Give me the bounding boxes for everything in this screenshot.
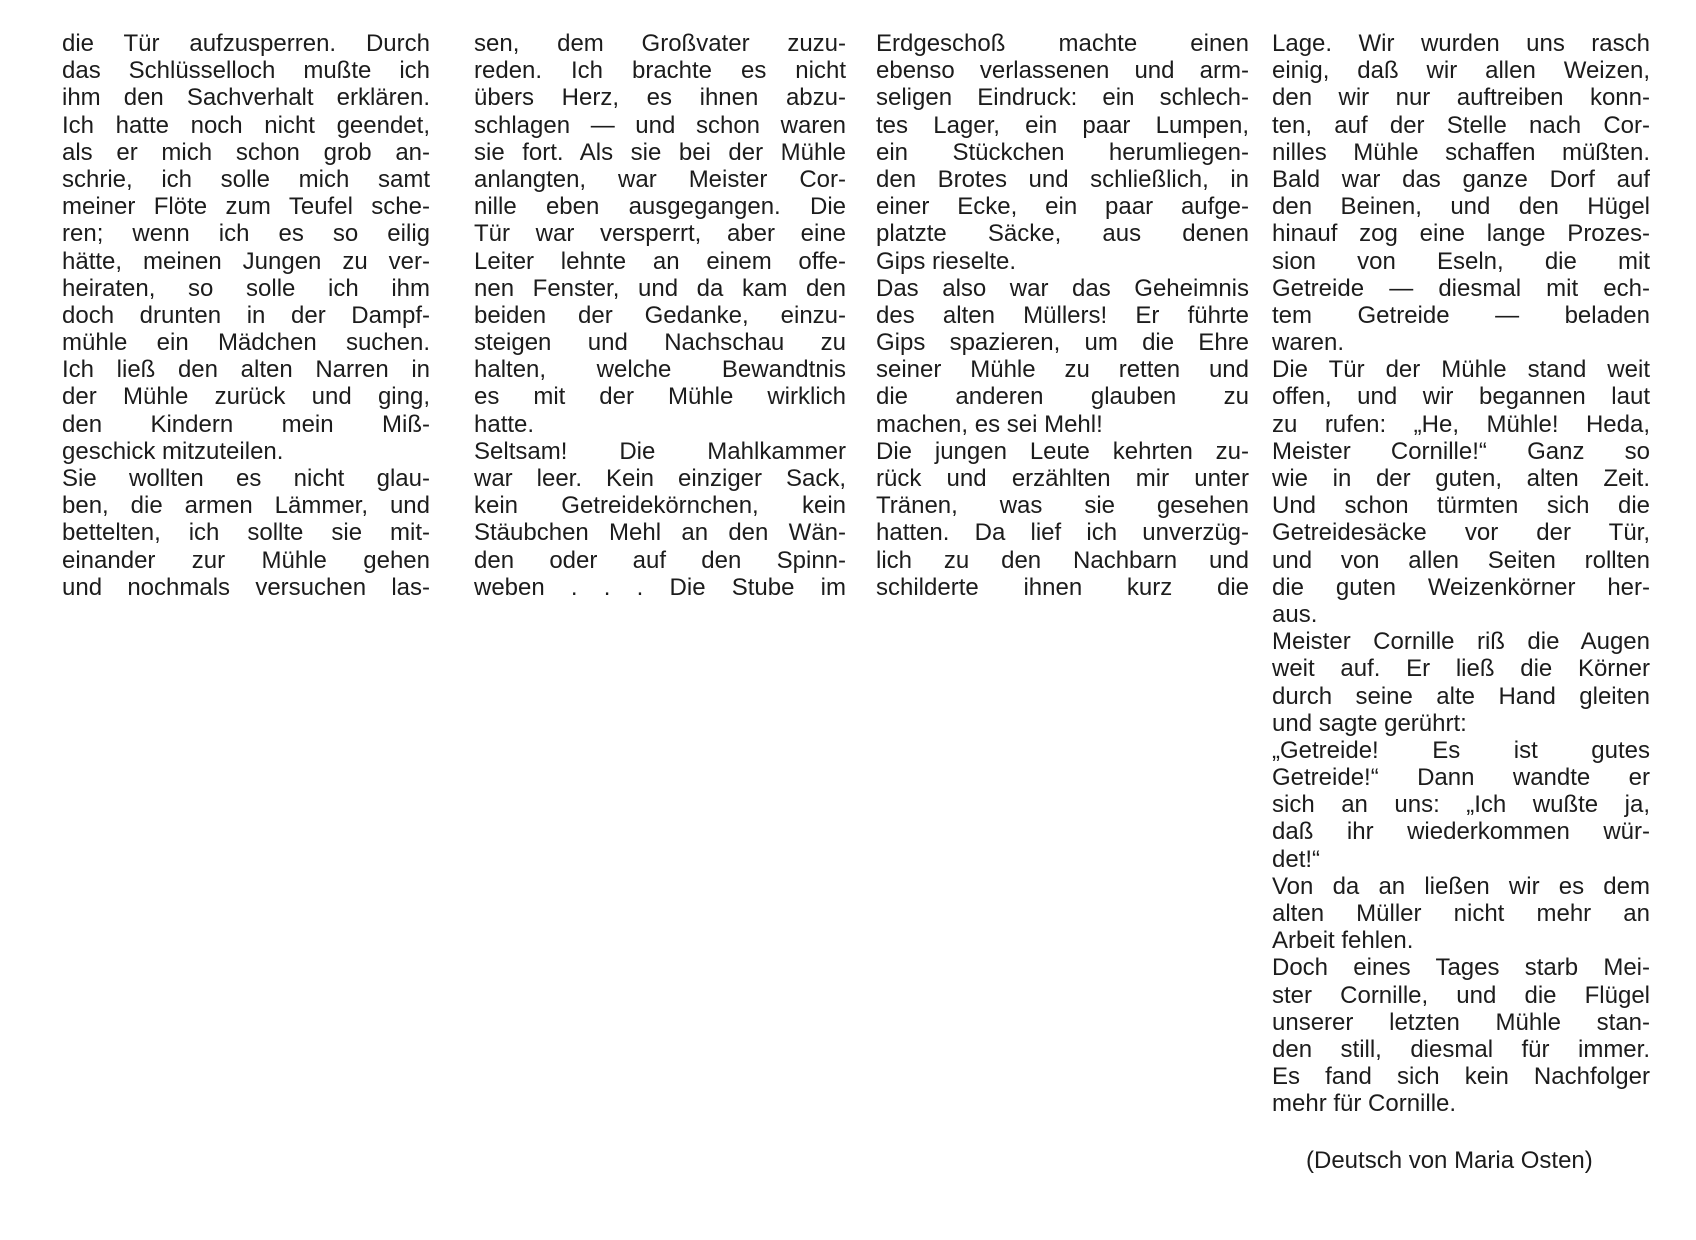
text-line: das Schlüsselloch mußte ich: [62, 57, 430, 85]
text-line: sen, dem Großvater zuzu-: [474, 30, 846, 57]
text-column-2: [474, 30, 846, 601]
text-line: weben . . . Die Stube im: [474, 573, 846, 601]
text-line: Getreide — diesmal mit ech-: [1272, 274, 1650, 302]
text-line: kein Getreidekörnchen, kein: [474, 492, 846, 520]
text-line: Arbeit fehlen.: [1272, 927, 1414, 955]
text-line: alten Müller nicht mehr an: [1272, 900, 1650, 927]
text-line: schilderte ihnen kurz die: [876, 573, 1249, 601]
text-line: ihm den Sachverhalt erklären.: [62, 84, 430, 112]
text-line: Getreidesäcke vor der Tür,: [1272, 519, 1650, 547]
text-line: es mit der Mühle wirklich: [474, 383, 846, 411]
text-line: hatte.: [474, 410, 535, 438]
text-line: Von da an ließen wir es dem: [1272, 872, 1650, 900]
text-line: den Kindern mein Miß-: [62, 410, 430, 438]
text-line: mühle ein Mädchen suchen.: [62, 329, 430, 357]
text-line: Meister Cornille!“ Ganz so: [1272, 437, 1650, 465]
text-line: Stäubchen Mehl an den Wän-: [474, 519, 846, 547]
text-line: und nochmals versuchen las-: [62, 573, 430, 601]
text-line: geschick mitzuteilen.: [62, 437, 284, 465]
text-line: aus.: [1272, 600, 1318, 628]
text-line: als er mich schon grob an-: [62, 138, 430, 166]
text-line: unserer letzten Mühle stan-: [1272, 1008, 1650, 1036]
text-column-1: [62, 30, 430, 601]
text-line: Meister Cornille riß die Augen: [1272, 628, 1650, 656]
text-line: nilles Mühle schaffen müßten.: [1272, 138, 1650, 166]
text-line: hätte, meinen Jungen zu ver-: [62, 247, 430, 275]
text-line: waren.: [1272, 329, 1345, 357]
text-line: heiraten, so solle ich ihm: [62, 274, 430, 302]
text-line: durch seine alte Hand gleiten: [1272, 682, 1650, 710]
text-line: schrie, ich solle mich samt: [62, 165, 430, 193]
text-line: Und schon türmten sich die: [1272, 492, 1650, 520]
text-line: ein Stückchen herumliegen-: [876, 138, 1249, 166]
text-line: schlagen — und schon waren: [474, 111, 846, 139]
text-line: zu rufen: „He, Mühle! Heda,: [1272, 410, 1650, 438]
text-line: bettelten, ich sollte sie mit-: [62, 519, 430, 547]
text-line: wie in der guten, alten Zeit.: [1272, 465, 1650, 492]
text-line: Tür war versperrt, aber eine: [474, 220, 846, 248]
text-line: hinauf zog eine lange Prozes-: [1272, 220, 1650, 248]
text-line: weit auf. Er ließ die Körner: [1272, 655, 1650, 683]
text-line: hatten. Da lief ich unverzüg-: [876, 519, 1249, 547]
text-line: Doch eines Tages starb Mei-: [1272, 954, 1650, 982]
text-line: sion von Eseln, die mit: [1272, 247, 1650, 275]
text-line: offen, und wir begannen laut: [1272, 383, 1650, 411]
text-line: Erdgeschoß machte einen: [876, 30, 1249, 57]
text-line: „Getreide! Es ist gutes: [1272, 736, 1650, 764]
text-line: seiner Mühle zu retten und: [876, 356, 1249, 384]
text-line: Die jungen Leute kehrten zu-: [876, 437, 1249, 465]
text-line: einig, daß wir allen Weizen,: [1272, 57, 1650, 85]
text-line: den Beinen, und den Hügel: [1272, 193, 1650, 221]
text-line: det!“: [1272, 845, 1321, 873]
text-line: den oder auf den Spinn-: [474, 546, 846, 574]
text-line: war leer. Kein einziger Sack,: [474, 465, 846, 492]
text-line: sich an uns: „Ich wußte ja,: [1272, 791, 1650, 819]
text-line: nen Fenster, und da kam den: [474, 274, 846, 302]
text-line: Das also war das Geheimnis: [876, 274, 1249, 302]
text-line: den still, diesmal für immer.: [1272, 1035, 1650, 1063]
text-line: der Mühle zurück und ging,: [62, 383, 430, 411]
text-line: den wir nur auftreiben konn-: [1272, 84, 1650, 112]
text-line: platzte Säcke, aus denen: [876, 220, 1249, 248]
text-line: mehr für Cornille.: [1272, 1090, 1457, 1118]
text-line: seligen Eindruck: ein schlech-: [876, 84, 1249, 112]
text-line: des alten Müllers! Er führte: [876, 301, 1249, 329]
text-line: Ich hatte noch nicht geendet,: [62, 111, 430, 139]
text-line: Die Tür der Mühle stand weit: [1272, 356, 1650, 384]
text-line: Seltsam! Die Mahlkammer: [474, 437, 846, 465]
translator-credit: (Deutsch von Maria Osten): [1306, 1147, 1593, 1174]
text-line: Sie wollten es nicht glau-: [62, 465, 430, 492]
text-line: Leiter lehnte an einem offe-: [474, 247, 846, 275]
text-line: doch drunten in der Dampf-: [62, 301, 430, 329]
text-line: Gips rieselte.: [876, 247, 1017, 275]
text-line: den Brotes und schließlich, in: [876, 165, 1249, 193]
text-line: die guten Weizenkörner her-: [1272, 573, 1650, 601]
text-line: anlangten, war Meister Cor-: [474, 165, 846, 193]
text-line: tes Lager, ein paar Lumpen,: [876, 111, 1249, 139]
text-line: Bald war das ganze Dorf auf: [1272, 165, 1650, 193]
text-line: und von allen Seiten rollten: [1272, 546, 1650, 574]
text-line: die anderen glauben zu: [876, 383, 1249, 411]
text-line: ten, auf der Stelle nach Cor-: [1272, 111, 1650, 139]
text-line: lich zu den Nachbarn und: [876, 546, 1249, 574]
text-line: ben, die armen Lämmer, und: [62, 492, 430, 520]
text-line: Getreide!“ Dann wandte er: [1272, 764, 1650, 792]
text-line: Lage. Wir wurden uns rasch: [1272, 30, 1650, 57]
text-line: sie fort. Als sie bei der Mühle: [474, 138, 846, 166]
text-line: einander zur Mühle gehen: [62, 546, 430, 574]
text-line: beiden der Gedanke, einzu-: [474, 301, 846, 329]
text-line: Tränen, was sie gesehen: [876, 492, 1249, 520]
text-line: Ich ließ den alten Narren in: [62, 356, 430, 384]
text-line: und sagte gerührt:: [1272, 709, 1467, 737]
text-line: machen, es sei Mehl!: [876, 410, 1103, 438]
text-line: ster Cornille, und die Flügel: [1272, 981, 1650, 1009]
text-line: Gips spazieren, um die Ehre: [876, 329, 1249, 357]
text-line: Es fand sich kein Nachfolger: [1272, 1063, 1650, 1091]
text-line: übers Herz, es ihnen abzu-: [474, 84, 846, 112]
text-column-3: [876, 30, 1249, 601]
text-line: rück und erzählten mir unter: [876, 465, 1249, 492]
text-line: daß ihr wiederkommen wür-: [1272, 818, 1650, 846]
text-line: steigen und Nachschau zu: [474, 329, 846, 357]
text-line: tem Getreide — beladen: [1272, 301, 1650, 329]
text-line: ren; wenn ich es so eilig: [62, 220, 430, 248]
text-line: meiner Flöte zum Teufel sche-: [62, 193, 430, 221]
text-line: die Tür aufzusperren. Durch: [62, 30, 430, 57]
text-line: halten, welche Bewandtnis: [474, 356, 846, 384]
text-line: ebenso verlassenen und arm-: [876, 57, 1249, 85]
text-line: nille eben ausgegangen. Die: [474, 193, 846, 221]
text-line: einer Ecke, ein paar aufge-: [876, 193, 1249, 221]
text-line: reden. Ich brachte es nicht: [474, 57, 846, 85]
text-column-4: [1272, 30, 1650, 1118]
